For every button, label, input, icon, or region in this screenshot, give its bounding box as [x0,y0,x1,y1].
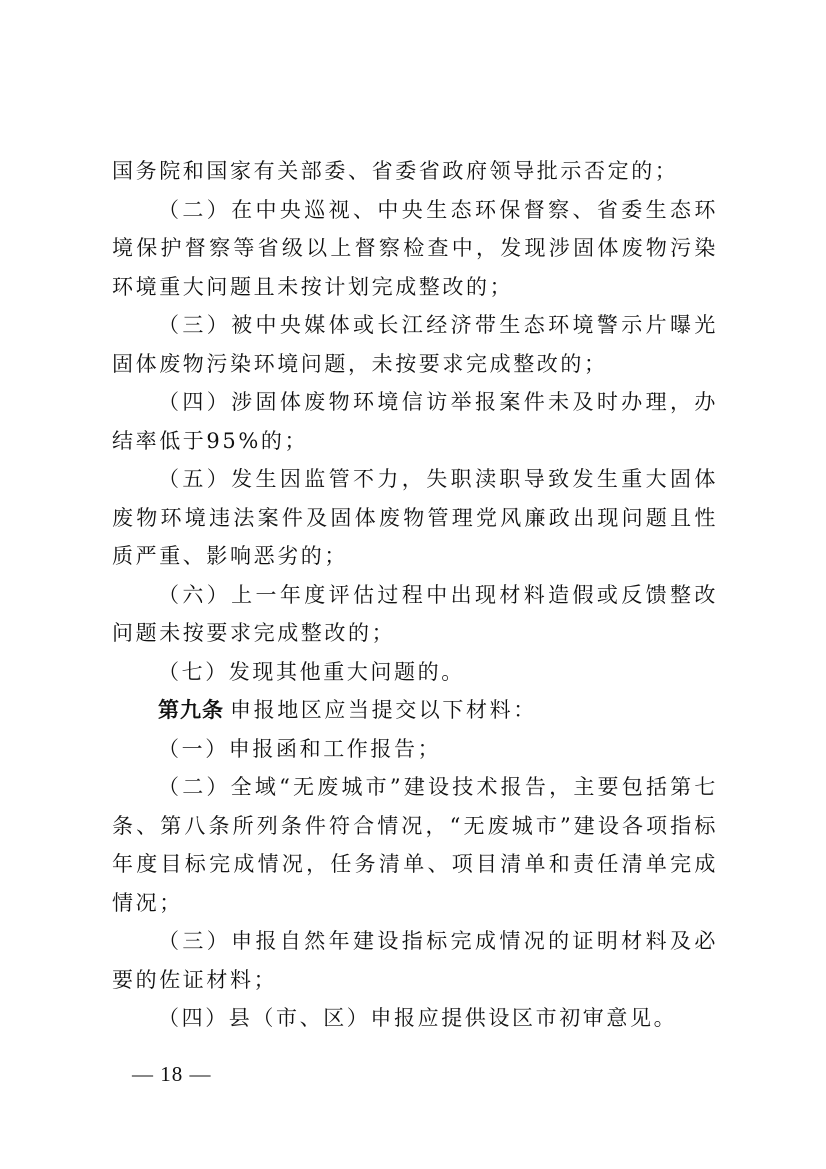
material-item-2: （二）全域“无废城市”建设技术报告，主要包括第七条、第八条所列条件符合情况，“无废城市”建设各项指标年度目标完成情况，任务清单、项目清单和责任清单完成情况； [112,775,718,915]
paragraph-item-3: （三）被中央媒体或长江经济带生态环境警示片曝光固体废物污染环境问题，未按要求完成整改的； [112,313,718,376]
material-item-1: （一）申报函和工作报告； [158,736,442,761]
paragraph-item-2: （二）在中央巡视、中央生态环保督察、省委生态环境保护督察等省级以上督察检查中，发现涉固体废物污染环境重大问题且未按计划完成整改的； [112,197,718,299]
paragraph-continuation: 国务院和国家有关部委、省委省政府领导批示否定的； [112,159,679,183]
body-text [112,152,718,1038]
article-number: 第九条 [158,697,224,722]
material-item-4: （四）县（市、区）申报应提供设区市初审意见。 [158,1006,678,1030]
paragraph-item-5: （五）发生因监管不力，失职渎职导致发生重大固体废物环境违法案件及固体废物管理党风廉政出现问题且性质严重、影响恶劣的； [112,467,718,568]
paragraph-item-7: （七）发现其他重大问题的。 [158,659,465,684]
paragraph-item-6: （六）上一年度评估过程中出现材料造假或反馈整改问题未按要求完成整改的； [112,582,718,645]
article-9-paragraph [112,691,718,730]
article-text: 申报地区应当提交以下材料： [230,698,537,722]
paragraph-item-4: （四）涉固体废物环境信访举报案件未及时办理，办结率低于95%的； [112,390,718,453]
material-item-3: （三）申报自然年建设指标完成情况的证明材料及必要的佐证材料； [112,929,718,992]
page-number: — 18 — [132,1062,212,1086]
